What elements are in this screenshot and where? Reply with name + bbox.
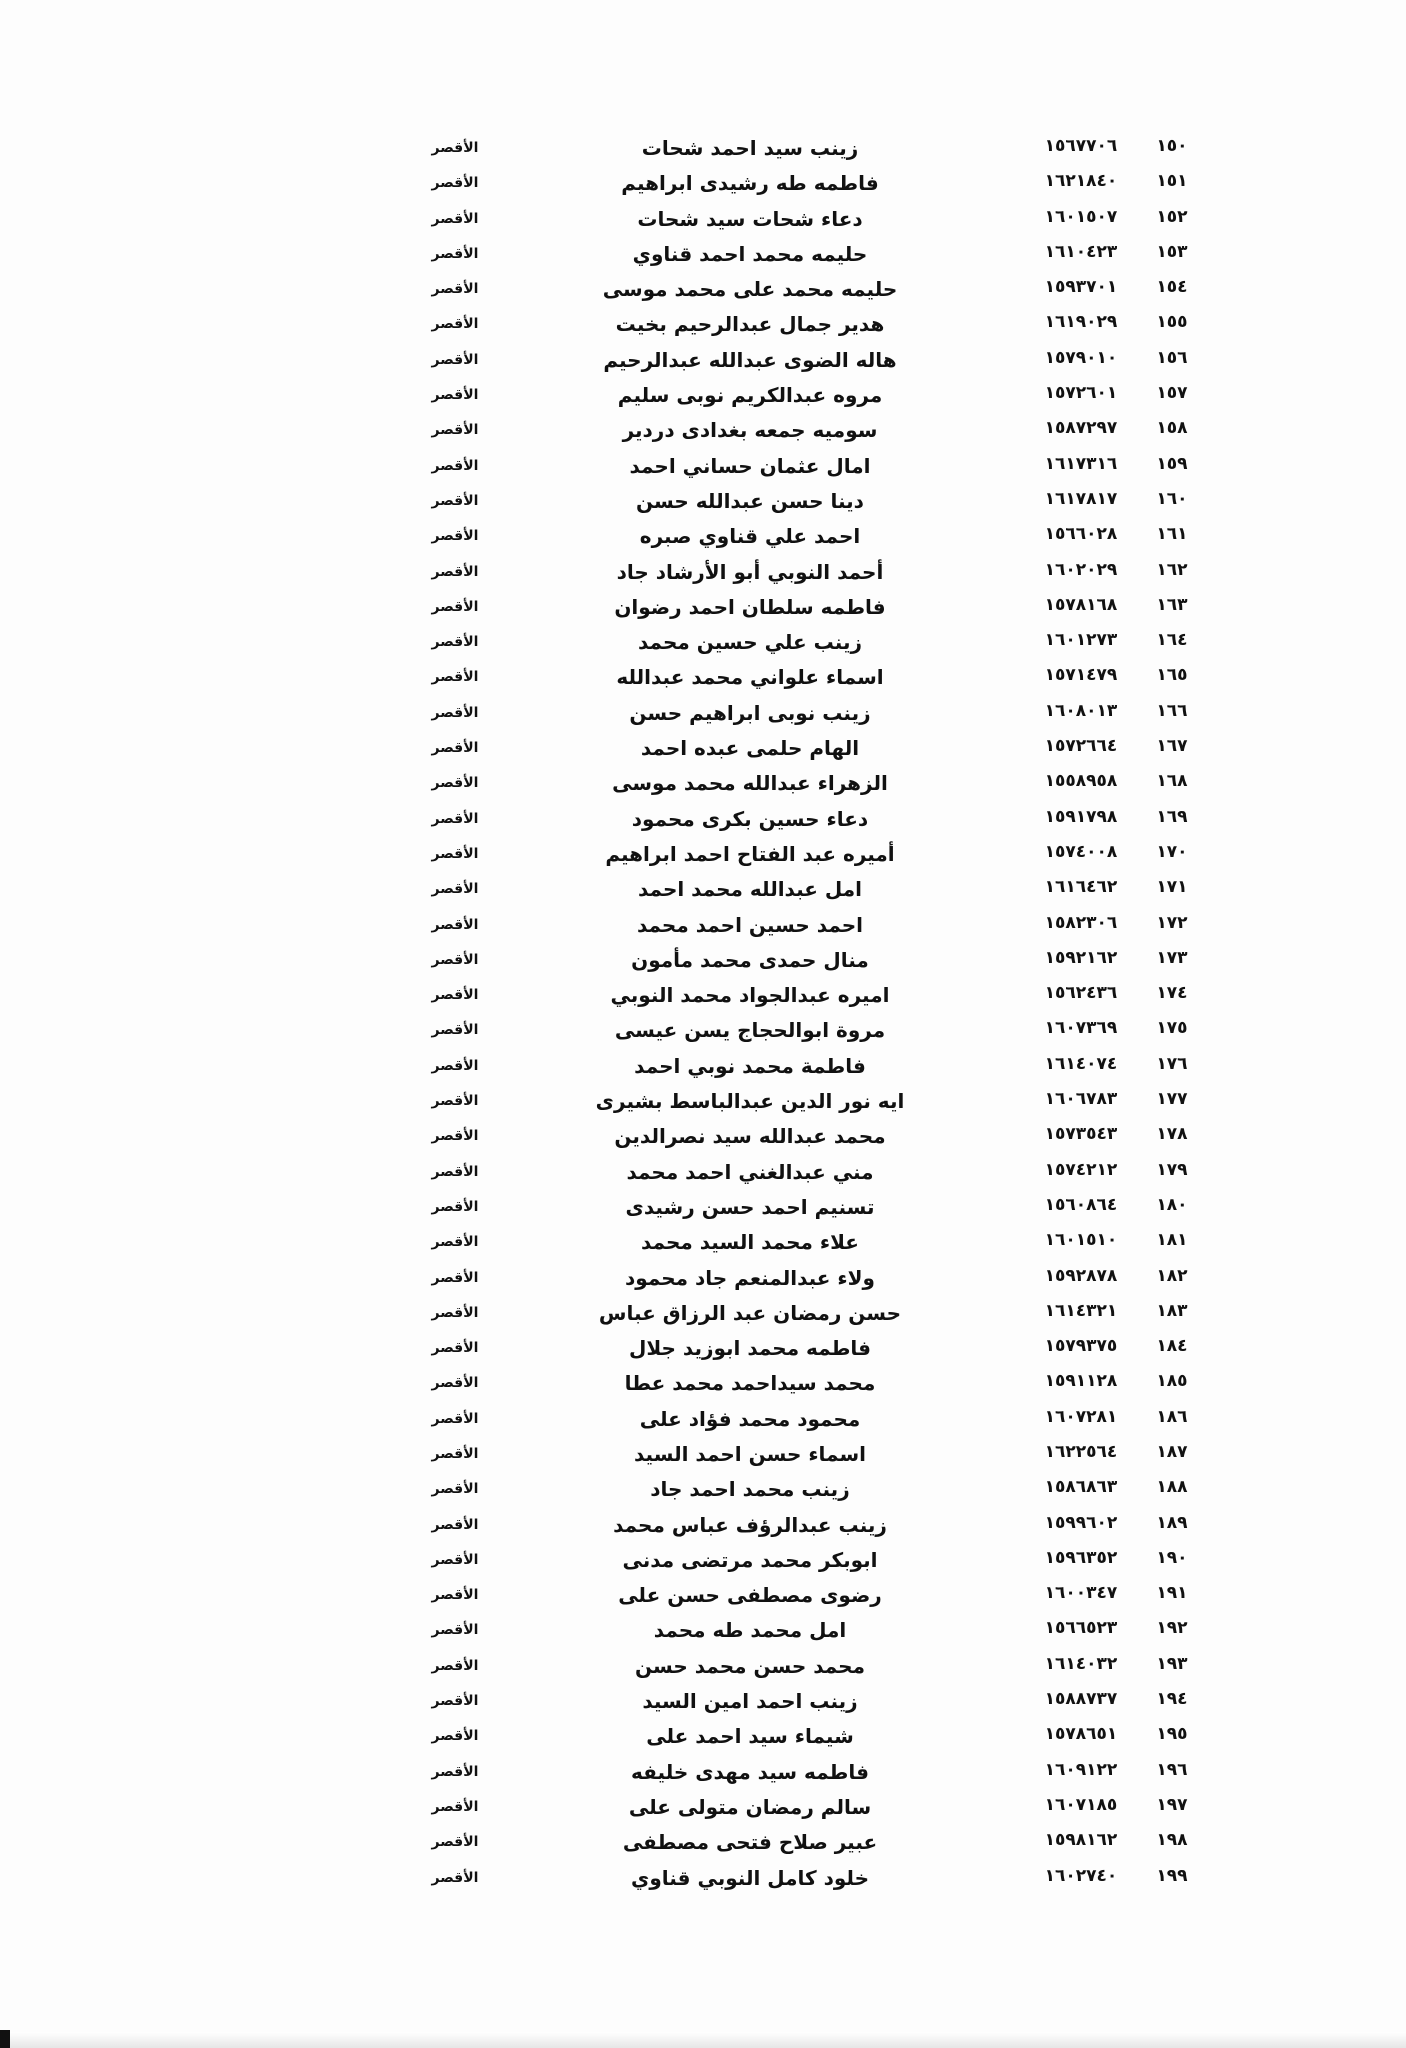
record-index: ١٦٦ [1156,700,1188,721]
record-city: الأقصر [431,1057,479,1074]
record-index: ١٧٤ [1156,983,1188,1004]
record-code: ١٥٧٨٦٥١ [1044,1724,1118,1745]
record-name: زينب سيد احمد شحات [641,136,859,160]
record-name: الهام حلمى عبده احمد [640,736,860,761]
record-name: اسماء علواني محمد عبدالله [616,665,884,690]
record-row [0,1264,1406,1299]
record-name: اميره عبدالجواد محمد النوبي [610,983,890,1008]
record-name: محمد حسن محمد حسن [635,1653,865,1678]
record-index: ١٨٠ [1156,1194,1188,1215]
record-row [0,1299,1406,1334]
record-name: زينب علي حسين محمد [638,630,862,655]
record-row [0,558,1406,593]
record-index: ١٩٩ [1156,1865,1188,1886]
record-city: الأقصر [431,140,479,156]
record-city: الأقصر [431,528,479,545]
record-code: ١٥٦٦٠٢٨ [1044,524,1118,545]
record-index: ١٧٦ [1156,1053,1188,1074]
record-index: ١٦٧ [1156,736,1188,757]
record-name: سالم رمضان متولى على [628,1794,872,1819]
record-row [0,1228,1406,1263]
record-row [0,699,1406,734]
record-city: الأقصر [431,1269,479,1286]
record-city: الأقصر [431,987,479,1004]
record-code: ١٦٠٠٣٤٧ [1044,1583,1118,1604]
record-row [0,628,1406,663]
record-row [0,1652,1406,1687]
record-index: ١٩٥ [1156,1724,1188,1745]
record-city: الأقصر [431,563,479,580]
record-city: الأقصر [431,881,479,898]
record-row [0,1405,1406,1440]
record-city: الأقصر [431,1834,479,1851]
record-index: ١٥٨ [1156,418,1188,439]
record-city: الأقصر [431,281,479,298]
record-index: ١٩٨ [1156,1830,1188,1851]
record-code: ١٦٠٨٠١٣ [1044,700,1118,721]
record-city: الأقصر [431,1728,479,1745]
record-code: ١٦٠١٢٧٣ [1044,630,1118,651]
record-index: ١٧٩ [1156,1159,1188,1180]
record-row [0,1016,1406,1051]
record-name: علاء محمد السيد محمد [641,1230,859,1255]
record-name: امل محمد طه محمد [653,1618,847,1643]
record-name: شيماء سيد احمد على [646,1724,854,1749]
record-row [0,840,1406,875]
record-row [0,1087,1406,1122]
record-name: هدير جمال عبدالرحيم بخيت [615,312,885,337]
record-city: الأقصر [431,457,479,474]
record-code: ١٥٧٤٠٠٨ [1044,841,1118,862]
record-index: ١٥٣ [1156,241,1188,262]
record-code: ١٦١٧٨١٧ [1044,488,1118,509]
record-code: ١٥٧٨١٦٨ [1044,594,1118,615]
record-index: ١٧٣ [1156,947,1188,968]
record-code: ١٥٦٢٤٣٦ [1044,983,1118,1004]
record-index: ١٧٨ [1156,1124,1188,1145]
record-row [0,522,1406,557]
record-code: ١٥٧١٤٧٩ [1044,665,1118,686]
record-city: الأقصر [431,1516,479,1533]
record-index: ١٦٣ [1156,594,1188,615]
record-row [0,169,1406,204]
record-index: ١٦٥ [1156,665,1188,686]
record-code: ١٦٠٧١٨٥ [1044,1794,1118,1815]
record-name: محمد سيداحمد محمد عطا [624,1371,876,1396]
record-code: ١٥٨٧٢٩٧ [1044,418,1118,439]
record-code: ١٥٩٣٧٠١ [1044,277,1118,298]
record-index: ١٦١ [1156,524,1188,545]
record-city: الأقصر [431,1198,479,1215]
record-name: حسن رمضان عبد الرزاق عباس [598,1300,902,1325]
record-row [0,805,1406,840]
record-index: ١٨٥ [1156,1371,1188,1392]
record-row [0,310,1406,345]
record-name: هاله الضوى عبدالله عبدالرحيم [603,347,897,372]
record-index: ١٩١ [1156,1583,1188,1604]
record-name: مروة ابوالحجاج يسن عيسى [614,1018,886,1043]
record-index: ١٧٧ [1156,1089,1188,1110]
record-city: الأقصر [431,492,479,509]
record-row [0,1052,1406,1087]
record-city: الأقصر [431,634,479,651]
record-row [0,1475,1406,1510]
record-city: الأقصر [431,669,479,686]
record-code: ١٦١٧٣١٦ [1044,453,1118,474]
record-name: فاطمه طه رشيدى ابراهيم [621,171,879,196]
record-code: ١٥٩٩٦٠٢ [1044,1512,1118,1533]
record-index: ١٨٣ [1156,1300,1188,1321]
record-name: فاطمه سيد مهدى خليفه [631,1759,869,1784]
record-code: ١٦١٤٠٣٢ [1044,1653,1118,1674]
record-city: الأقصر [431,1410,479,1427]
record-code: ١٥٨٢٣٠٦ [1044,912,1118,933]
record-row [0,1864,1406,1899]
record-name: أميره عبد الفتاح احمد ابراهيم [605,841,895,866]
record-code: ١٥٧٢٦٦٤ [1044,736,1118,757]
record-name: احمد حسين احمد محمد [636,912,864,937]
record-index: ١٨٩ [1156,1512,1188,1533]
record-name: ابوبكر محمد مرتضى مدنى [622,1547,878,1572]
record-name: اسماء حسن احمد السيد [634,1441,866,1466]
record-index: ١٦٠ [1156,488,1188,509]
record-city: الأقصر [431,1304,479,1321]
record-name: منال حمدى محمد مأمون [631,947,869,972]
record-name: دعاء شحات سيد شحات [637,206,863,231]
record-city: الأقصر [431,387,479,404]
record-name: فاطمه محمد ابوزيد جلال [628,1336,872,1361]
record-name: فاطمه سلطان احمد رضوان [614,594,886,619]
record-row [0,416,1406,451]
record-city: الأقصر [431,422,479,439]
record-index: ١٥٠ [1156,136,1188,156]
record-index: ١٥٦ [1156,347,1188,368]
record-code: ١٥٩٢٨٧٨ [1044,1265,1118,1286]
record-index: ١٥١ [1156,171,1188,192]
record-city: الأقصر [431,1234,479,1251]
record-name: زينب عبدالرؤف عباس محمد [613,1512,887,1537]
record-city: الأقصر [431,775,479,792]
record-city: الأقصر [431,1481,479,1498]
record-index: ١٧٥ [1156,1018,1188,1039]
record-code: ١٦٠١٥١٠ [1044,1230,1118,1251]
record-city: الأقصر [431,704,479,721]
record-code: ١٦١٤٣٢١ [1044,1300,1118,1321]
record-city: الأقصر [431,1022,479,1039]
scan-edge-mark [0,2030,10,2048]
record-name: عبير صلاح فتحى مصطفى [622,1830,878,1855]
record-row [0,911,1406,946]
record-index: ١٨٨ [1156,1477,1188,1498]
record-name: أحمد النوبي أبو الأرشاد جاد [616,559,884,584]
record-code: ١٦٠٢٧٤٠ [1044,1865,1118,1886]
record-code: ١٦٢١٨٤٠ [1044,171,1118,192]
record-code: ١٥٨٨٧٣٧ [1044,1689,1118,1710]
record-row [0,981,1406,1016]
record-row [0,663,1406,698]
record-city: الأقصر [431,1763,479,1780]
record-index: ١٥٥ [1156,312,1188,333]
record-row [0,1546,1406,1581]
record-city: الأقصر [431,810,479,827]
record-name: خلود كامل النوبي قناوي [631,1865,869,1890]
record-city: الأقصر [431,351,479,368]
record-row [0,346,1406,381]
record-row [0,452,1406,487]
record-index: ١٩٠ [1156,1547,1188,1568]
record-code: ١٦١٠٤٢٣ [1044,241,1118,262]
record-code: ١٥٦٧٧٠٦ [1044,136,1118,156]
record-code: ١٥٧٣٥٤٣ [1044,1124,1118,1145]
record-name: امال عثمان حساني احمد [629,453,871,478]
record-city: الأقصر [431,1587,479,1604]
record-city: الأقصر [431,245,479,262]
record-index: ١٩٤ [1156,1689,1188,1710]
record-row [0,1158,1406,1193]
record-name: مني عبدالغني احمد محمد [626,1159,874,1184]
record-row [0,1369,1406,1404]
record-city: الأقصر [431,1340,479,1357]
record-index: ١٦٤ [1156,630,1188,651]
record-index: ١٧١ [1156,877,1188,898]
record-name: حليمه محمد احمد قناوي [632,241,868,266]
record-name: زينب احمد امين السيد [642,1689,858,1714]
record-index: ١٩٢ [1156,1618,1188,1639]
record-row [0,275,1406,310]
record-code: ١٦٠٦٧٨٣ [1044,1089,1118,1110]
record-city: الأقصر [431,1622,479,1639]
record-name: دعاء حسين بكرى محمود [631,806,869,831]
record-city: الأقصر [431,1445,479,1462]
record-name: احمد علي قناوي صبره [639,524,861,549]
record-name: فاطمة محمد نوبي احمد [634,1053,866,1078]
record-row [0,1193,1406,1228]
record-row [0,381,1406,416]
record-code: ١٥٩٦٣٥٢ [1044,1547,1118,1568]
record-row [0,1511,1406,1546]
record-index: ١٩٣ [1156,1653,1188,1674]
record-row [0,734,1406,769]
record-code: ١٥٧٩٠١٠ [1044,347,1118,368]
record-row [0,1722,1406,1757]
record-name: رضوى مصطفى حسن على [618,1583,882,1608]
record-code: ١٦٠٩١٢٢ [1044,1759,1118,1780]
record-code: ١٦١٩٠٢٩ [1044,312,1118,333]
record-code: ١٦٢٢٥٦٤ [1044,1441,1118,1462]
record-index: ١٥٤ [1156,277,1188,298]
record-city: الأقصر [431,1093,479,1110]
record-row [0,1440,1406,1475]
record-row [0,875,1406,910]
record-code: ١٥٥٨٩٥٨ [1044,771,1118,792]
record-name: مروه عبدالكريم نوبى سليم [617,383,883,408]
records-list [0,134,1406,1899]
record-row [0,1581,1406,1616]
record-name: محمود محمد فؤاد على [639,1406,861,1431]
record-city: الأقصر [431,845,479,862]
record-code: ١٦٠١٥٠٧ [1044,206,1118,227]
record-city: الأقصر [431,1375,479,1392]
record-city: الأقصر [431,916,479,933]
record-row [0,240,1406,275]
record-index: ١٥٩ [1156,453,1188,474]
record-row [0,1758,1406,1793]
record-index: ١٦٨ [1156,771,1188,792]
record-name: ولاء عبدالمنعم جاد محمود [625,1265,875,1290]
record-index: ١٩٦ [1156,1759,1188,1780]
record-index: ١٨٤ [1156,1336,1188,1357]
record-code: ١٥٩٢١٦٢ [1044,947,1118,968]
record-city: الأقصر [431,1798,479,1815]
record-index: ١٨٢ [1156,1265,1188,1286]
record-city: الأقصر [431,1869,479,1886]
record-name: زينب نوبى ابراهيم حسن [629,700,871,725]
record-code: ١٦٠٧٢٨١ [1044,1406,1118,1427]
record-row [0,1793,1406,1828]
record-city: الأقصر [431,740,479,757]
record-row [0,593,1406,628]
record-row [0,487,1406,522]
record-name: سوميه جمعه بغدادى دردير [622,418,878,443]
record-code: ١٥٧٩٣٧٥ [1044,1336,1118,1357]
record-name: حليمه محمد على محمد موسى [602,277,898,302]
record-row [0,134,1406,169]
record-name: دينا حسن عبدالله حسن [636,488,864,513]
record-code: ١٦١٤٠٧٤ [1044,1053,1118,1074]
record-city: الأقصر [431,1551,479,1568]
record-city: الأقصر [431,598,479,615]
record-index: ١٧٠ [1156,841,1188,862]
record-index: ١٨٧ [1156,1441,1188,1462]
record-name: الزهراء عبدالله محمد موسى [612,771,888,796]
record-row [0,1334,1406,1369]
record-index: ١٦٩ [1156,806,1188,827]
record-row [0,1616,1406,1651]
record-code: ١٦١٦٤٦٢ [1044,877,1118,898]
record-city: الأقصر [431,316,479,333]
record-name: تسنيم احمد حسن رشيدى [625,1194,875,1219]
record-city: الأقصر [431,1657,479,1674]
record-city: الأقصر [431,175,479,192]
record-name: زينب محمد احمد جاد [650,1477,850,1502]
record-name: محمد عبدالله سيد نصرالدين [614,1124,886,1149]
record-city: الأقصر [431,210,479,227]
record-index: ١٨٦ [1156,1406,1188,1427]
record-index: ١٦٢ [1156,559,1188,580]
record-code: ١٥٧٢٦٠١ [1044,383,1118,404]
record-code: ١٦٠٧٣٦٩ [1044,1018,1118,1039]
record-index: ١٨١ [1156,1230,1188,1251]
record-code: ١٥٧٤٢١٢ [1044,1159,1118,1180]
record-row [0,1122,1406,1157]
record-code: ١٦٠٢٠٢٩ [1044,559,1118,580]
record-index: ١٩٧ [1156,1794,1188,1815]
record-city: الأقصر [431,951,479,968]
record-index: ١٧٢ [1156,912,1188,933]
record-row [0,1828,1406,1863]
record-code: ١٥٩١١٢٨ [1044,1371,1118,1392]
record-row [0,769,1406,804]
record-code: ١٥٦٠٨٦٤ [1044,1194,1118,1215]
record-code: ١٥٦٦٥٢٣ [1044,1618,1118,1639]
record-row [0,205,1406,240]
record-city: الأقصر [431,1693,479,1710]
record-name: امل عبدالله محمد احمد [637,877,862,902]
record-name: ايه نور الدين عبدالباسط بشيرى [595,1089,905,1114]
record-code: ١٥٩١٧٩٨ [1044,806,1118,827]
record-index: ١٥٢ [1156,206,1188,227]
record-city: الأقصر [431,1163,479,1180]
record-row [0,946,1406,981]
record-city: الأقصر [431,1128,479,1145]
record-code: ١٥٨٦٨٦٣ [1044,1477,1118,1498]
record-row [0,1687,1406,1722]
scan-bottom-edge [0,2032,1406,2048]
record-code: ١٥٩٨١٦٢ [1044,1830,1118,1851]
record-index: ١٥٧ [1156,383,1188,404]
